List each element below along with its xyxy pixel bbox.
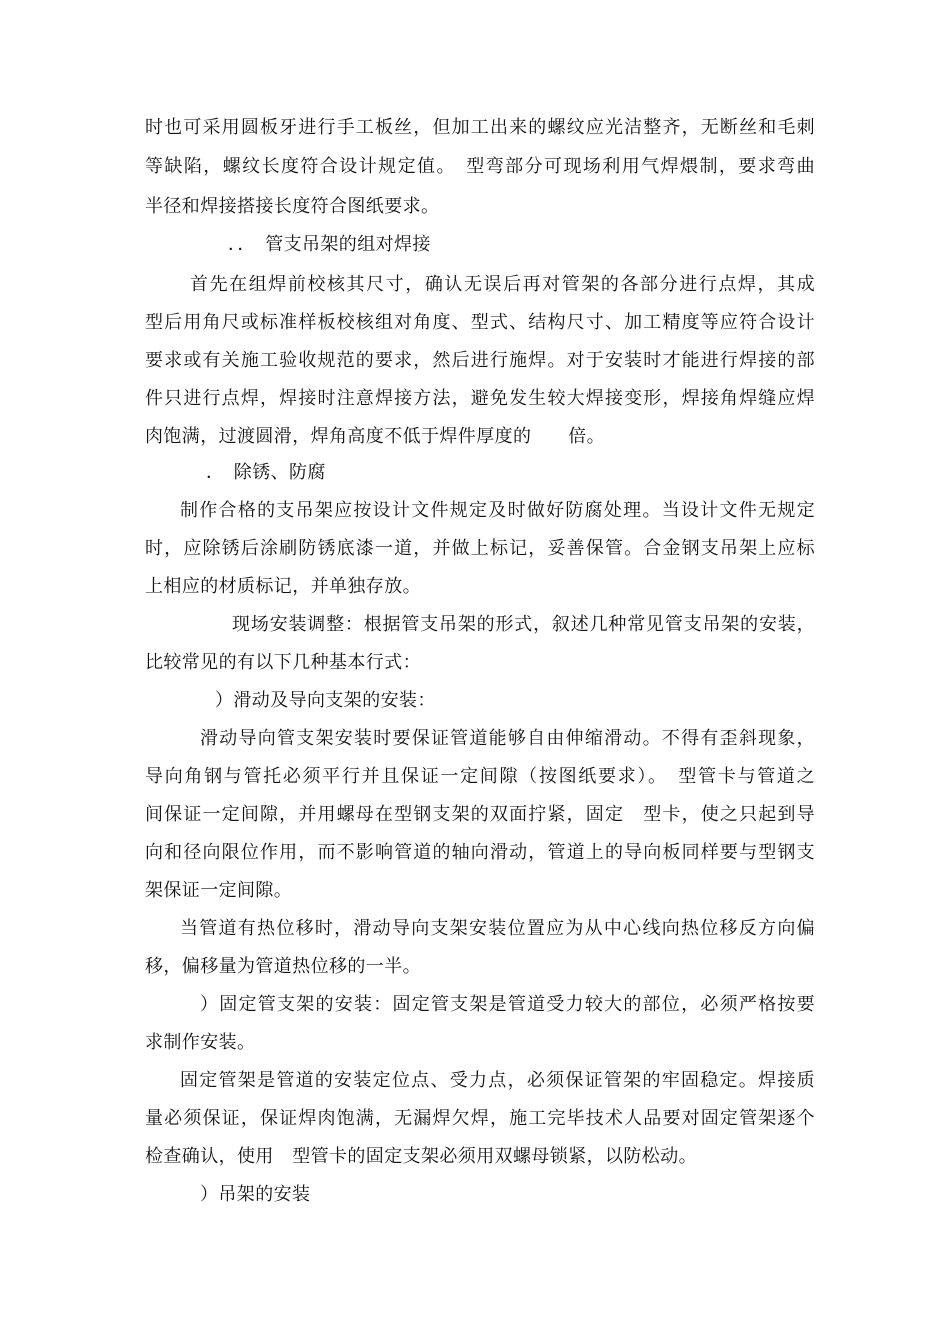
paragraph-line: 要求或有关施工验收规范的要求，然后进行施焊。对于安装时才能进行焊接的部: [145, 350, 815, 371]
paragraph-line: 导向角钢与管托必须平行并且保证一定间隙（按图纸要求）。 型管卡与管道之: [145, 766, 815, 787]
paragraph-line: 型后用角尺或标准样板校核组对角度、型式、结构尺寸、加工精度等应符合设计: [145, 312, 815, 333]
paragraph-line: 向和径向限位作用，而不影响管道的轴向滑动，管道上的导向板同样要与型钢支: [145, 842, 815, 863]
paragraph-line: 上相应的材质标记，并单独存放。: [145, 576, 421, 597]
paragraph-line: 等缺陷，螺纹长度符合设计规定值。 型弯部分可现场利用气焊煨制，要求弯曲: [145, 156, 815, 177]
paragraph-line: 量必须保证，保证焊肉饱满，无漏焊欠焊，施工完毕技术人品要对固定管架逐个: [145, 1108, 815, 1129]
section-heading: ）滑动及导向支架的安装：: [215, 690, 436, 711]
section-heading: ．． 管支吊架的组对焊接: [228, 234, 431, 255]
paragraph-line: 求制作安装。: [145, 1032, 256, 1053]
paragraph-line: 肉饱满，过渡圆滑，焊角高度不低于焊件厚度的 倍。: [145, 426, 605, 447]
paragraph-line: 制作合格的支吊架应按设计文件规定及时做好防腐处理。当设计文件无规定: [180, 500, 815, 521]
paragraph-line: 滑动导向管支架安装时要保证管道能够自由伸缩滑动。不得有歪斜现象，: [200, 728, 815, 749]
paragraph-line: 时也可采用圆板牙进行手工板丝，但加工出来的螺纹应光洁整齐，无断丝和毛刺: [145, 117, 815, 138]
paragraph-line: 现场安装调整：根据管支吊架的形式，叙述几种常见管支吊架的安装，: [232, 614, 815, 635]
paragraph-line: 比较常见的有以下几种基本行式：: [145, 652, 421, 673]
section-heading: ． 除锈、防腐: [206, 462, 326, 483]
paragraph-line: 固定管架是管道的安装定位点、受力点，必须保证管架的牢固稳定。焊接质: [180, 1070, 815, 1091]
paragraph-line: 移，偏移量为管道热位移的一半。: [145, 956, 421, 977]
section-heading: ）吊架的安装: [200, 1184, 311, 1205]
paragraph-line: ）固定管支架的安装：固定管支架是管道受力较大的部位，必须严格按要: [200, 994, 815, 1015]
paragraph-line: 检查确认，使用 型管卡的固定支架必须用双螺母锁紧，以防松动。: [145, 1146, 697, 1167]
paragraph-line: 当管道有热位移时，滑动导向支架安装位置应为从中心线向热位移反方向偏: [180, 918, 815, 939]
paragraph-line: 时，应除锈后涂刷防锈底漆一道，并做上标记，妥善保管。合金钢支吊架上应标: [145, 538, 815, 559]
paragraph-line: 首先在组焊前校核其尺寸，确认无误后再对管架的各部分进行点焊，其成: [190, 274, 815, 295]
paragraph-line: 半径和焊接搭接长度符合图纸要求。: [145, 196, 440, 217]
paragraph-line: 件只进行点焊，焊接时注意焊接方法，避免发生较大焊接变形，焊接角焊缝应焊: [145, 388, 815, 409]
paragraph-line: 间保证一定间隙，并用螺母在型钢支架的双面拧紧，固定 型卡，使之只起到导: [145, 804, 815, 825]
paragraph-line: 架保证一定间隙。: [145, 880, 293, 901]
